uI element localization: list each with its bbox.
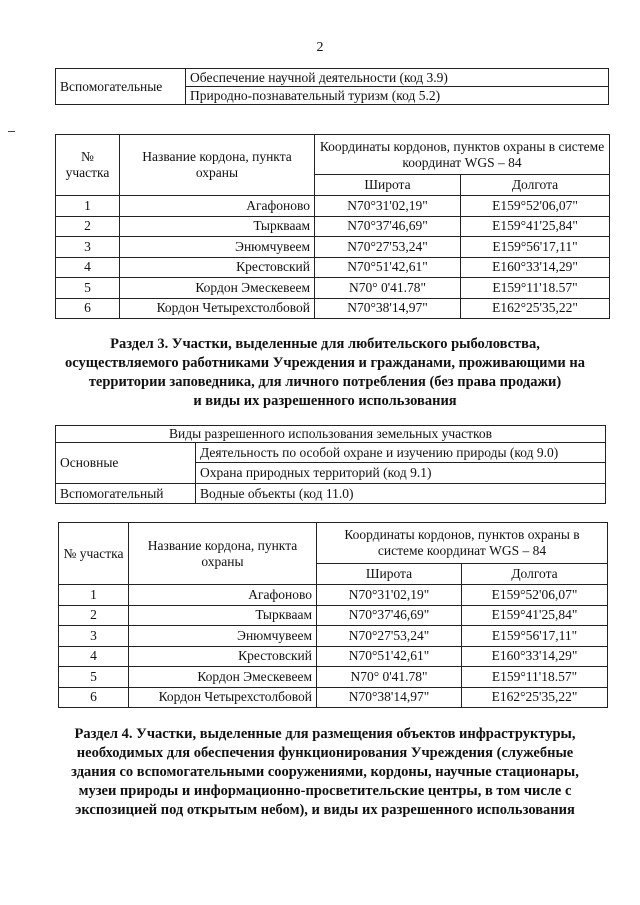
row-number: 3 [56,237,120,258]
col-header-coords: Координаты кордонов, пунктов охраны в системе координат WGS – 84 [315,135,610,175]
row-longitude: E159°52'06,07" [461,196,610,217]
row-cordon-name: Энюмчувеем [129,626,317,647]
row-cordon-name: Кордон Четырехстолбовой [120,298,315,319]
row-longitude: E162°25'35,22" [461,298,610,319]
row-number: 2 [56,216,120,237]
row-cordon-name: Крестовский [129,646,317,667]
table-row [56,257,610,278]
row-cordon-name: Тыркваам [129,605,317,626]
row-cordon-name: Агафоново [120,196,315,217]
row-longitude: E160°33'14,29" [462,646,608,667]
page-number: 2 [316,40,324,55]
row-cordon-name: Тыркваам [120,216,315,237]
table-row [59,626,608,647]
use-category: Вспомогательные [56,69,186,105]
row-latitude: N70°37'46,69" [315,216,461,237]
table-row [59,687,608,708]
table-row [59,585,608,606]
main-use-item: Деятельность по особой охране и изучению природы (код 9.0) [196,443,606,463]
row-longitude: E159°56'17,11" [462,626,608,647]
use-table-top [55,68,609,105]
col-header-coords: Координаты кордонов, пунктов охраны в системе координат WGS – 84 [317,523,608,564]
row-latitude: N70°27'53,24" [317,626,462,647]
row-longitude: E159°56'17,11" [461,237,610,258]
row-latitude: N70°37'46,69" [317,605,462,626]
col-header-lat: Широта [317,564,462,585]
aux-use-item: Водные объекты (код 11.0) [196,484,606,504]
row-cordon-name: Кордон Четырехстолбовой [129,687,317,708]
table-row [56,278,610,299]
row-number: 6 [56,298,120,319]
heading-line: осуществляемого работниками Учреждения и гражданами, проживающими на [65,355,585,371]
row-number: 6 [59,687,129,708]
row-number: 1 [56,196,120,217]
heading-line: Раздел 4. Участки, выделенные для размещения объектов инфраструктуры, [74,726,576,742]
row-longitude: E159°11'18.57" [461,278,610,299]
row-latitude: N70°27'53,24" [315,237,461,258]
table-row [56,237,610,258]
heading-line: и виды их разрешенного использования [193,393,457,409]
row-number: 4 [56,257,120,278]
row-latitude: N70°38'14,97" [315,298,461,319]
coords-table-1-body [56,196,610,319]
use-item: Природно-познавательный туризм (код 5.2) [186,87,609,105]
use-item: Обеспечение научной деятельности (код 3.9) [186,69,609,87]
col-header-num: № участка [56,135,120,196]
row-number: 5 [56,278,120,299]
row-longitude: E159°52'06,07" [462,585,608,606]
row-longitude: E160°33'14,29" [461,257,610,278]
coords-table-1 [55,134,610,319]
row-cordon-name: Кордон Эмескевеем [120,278,315,299]
use-table-header: Виды разрешенного использования земельных участков [56,426,606,443]
table-row [59,667,608,688]
col-header-lon: Долгота [462,564,608,585]
use-table-3 [55,425,606,504]
table-row [56,216,610,237]
row-longitude: E159°11'18.57" [462,667,608,688]
table-row [56,196,610,217]
heading-line: Раздел 3. Участки, выделенные для любительского рыболовства, [110,336,540,352]
col-header-name: Название кордона, пункта охраны [120,135,315,196]
heading-line: музеи природы и информационно-просветительские центры, в том числе с [78,783,572,799]
section-3-heading [40,335,610,411]
coords-table-2-body [59,585,608,708]
margin-mark [8,131,15,132]
heading-line: экспозицией под открытым небом), и виды их разрешенного использования [75,802,575,818]
heading-line: территории заповедника, для личного потребления (без права продажи) [88,374,562,390]
table-row [59,605,608,626]
row-number: 1 [59,585,129,606]
row-longitude: E159°41'25,84" [461,216,610,237]
main-use-label: Основные [56,443,196,484]
aux-use-label: Вспомогательный [56,484,196,504]
row-latitude: N70°38'14,97" [317,687,462,708]
row-latitude: N70°51'42,61" [315,257,461,278]
table-row [56,298,610,319]
col-header-lon: Долгота [461,175,610,196]
col-header-lat: Широта [315,175,461,196]
row-cordon-name: Крестовский [120,257,315,278]
row-number: 3 [59,626,129,647]
row-number: 5 [59,667,129,688]
table-row [59,646,608,667]
coords-table-2 [58,522,608,708]
row-number: 4 [59,646,129,667]
row-latitude: N70°31'02,19" [315,196,461,217]
col-header-num: № участка [59,523,129,585]
row-longitude: E162°25'35,22" [462,687,608,708]
row-latitude: N70°31'02,19" [317,585,462,606]
row-number: 2 [59,605,129,626]
heading-line: необходимых для обеспечения функционирования Учреждения (служебные [76,745,574,761]
row-longitude: E159°41'25,84" [462,605,608,626]
main-use-item: Охрана природных территорий (код 9.1) [196,463,606,484]
row-latitude: N70° 0'41.78" [315,278,461,299]
row-cordon-name: Агафоново [129,585,317,606]
row-latitude: N70° 0'41.78" [317,667,462,688]
col-header-name: Название кордона, пункта охраны [129,523,317,585]
row-cordon-name: Энюмчувеем [120,237,315,258]
heading-line: здания со вспомогательными сооружениями, кордоны, научные стационары, [71,764,579,780]
section-4-heading [40,725,610,820]
row-latitude: N70°51'42,61" [317,646,462,667]
row-cordon-name: Кордон Эмескевеем [129,667,317,688]
